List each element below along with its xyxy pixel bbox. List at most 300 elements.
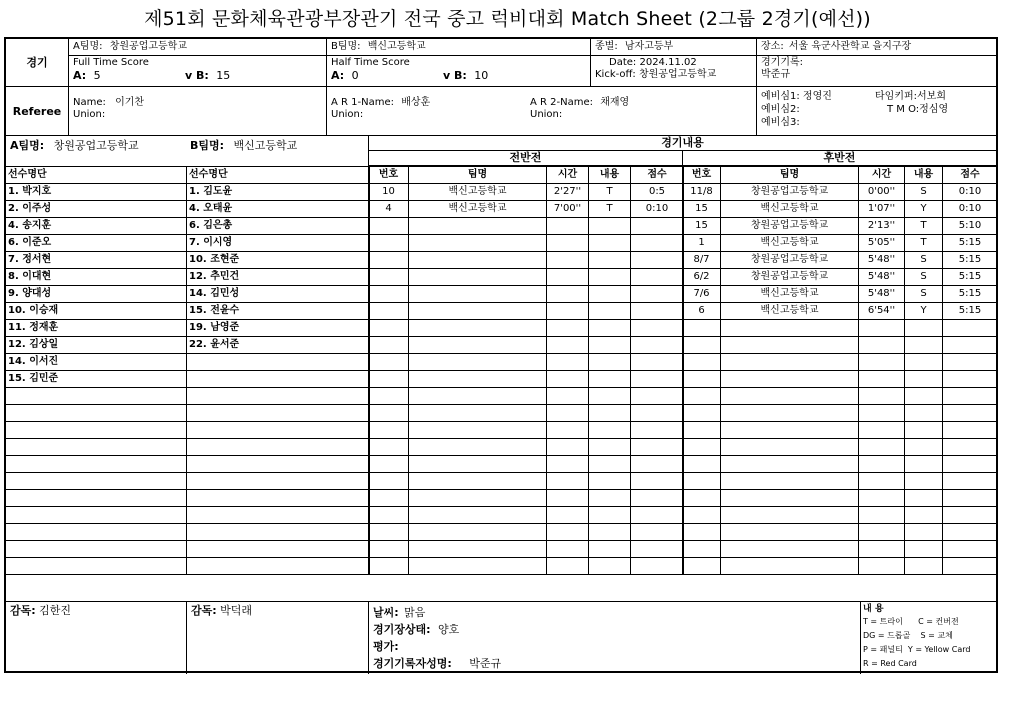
venue-label: 장소: bbox=[761, 41, 784, 52]
second-half-cell bbox=[859, 422, 905, 439]
second-half-cell bbox=[905, 422, 943, 439]
second-half-cell bbox=[943, 320, 998, 337]
second-half-cell bbox=[683, 371, 721, 388]
reserve-officials bbox=[756, 86, 996, 135]
first-half-cell: 0:10 bbox=[631, 201, 684, 218]
second-half-event-row bbox=[683, 558, 998, 575]
a-player: 4. 송지훈 bbox=[6, 218, 187, 235]
second-half-cell: 2'13'' bbox=[859, 218, 905, 235]
first-half-cell bbox=[409, 337, 547, 354]
first-half-cell bbox=[409, 524, 547, 541]
second-half-cell bbox=[943, 388, 998, 405]
recorder-label: 경기기록: bbox=[761, 57, 804, 68]
page-title: 제51회 문화체육관광부장관기 전국 중고 럭비대회 Match Sheet (2그룹 2경기(예선)) bbox=[144, 8, 871, 30]
team-a-name: 창원공업고등학교 bbox=[109, 41, 187, 52]
second-half-event-row bbox=[683, 490, 998, 507]
first-half-col-header: 번호 bbox=[369, 167, 409, 184]
first-half-event-row bbox=[369, 201, 684, 218]
first-half-cell bbox=[409, 541, 547, 558]
second-half-cell: 창원공업고등학교 bbox=[721, 252, 859, 269]
second-half-cell bbox=[905, 490, 943, 507]
roster-row bbox=[6, 218, 370, 235]
second-half-event-row bbox=[683, 354, 998, 371]
first-half-cell bbox=[547, 405, 589, 422]
roster-col-header: 선수명단 bbox=[6, 167, 187, 184]
second-half-cell: 5'48'' bbox=[859, 286, 905, 303]
first-half-cell bbox=[589, 541, 631, 558]
second-half-header-row bbox=[683, 167, 998, 184]
recorder-field bbox=[756, 55, 996, 86]
first-half-event-row bbox=[369, 456, 684, 473]
ht-a-label: A: bbox=[331, 69, 345, 82]
a-player: 11. 정재훈 bbox=[6, 320, 187, 337]
second-half-cell: 6'54'' bbox=[859, 303, 905, 320]
first-half-cell bbox=[547, 558, 589, 575]
a-player: 14. 이서진 bbox=[6, 354, 187, 371]
first-half-cell bbox=[631, 541, 684, 558]
second-half-cell bbox=[943, 507, 998, 524]
second-half-cell bbox=[905, 354, 943, 371]
roster-row bbox=[6, 371, 370, 388]
first-half-cell bbox=[631, 456, 684, 473]
second-half-cell: S bbox=[905, 184, 943, 201]
b-player bbox=[187, 456, 370, 473]
first-half-col-header: 내용 bbox=[589, 167, 631, 184]
ref-union-label: Union: bbox=[73, 109, 106, 120]
second-half-cell: 6 bbox=[683, 303, 721, 320]
second-half-cell: S bbox=[905, 252, 943, 269]
second-half-event-row bbox=[683, 405, 998, 422]
date-value: 2024.11.02 bbox=[639, 57, 697, 68]
second-half-cell bbox=[859, 320, 905, 337]
b-player: 22. 윤서준 bbox=[187, 337, 370, 354]
first-half-cell bbox=[369, 337, 409, 354]
a-player bbox=[6, 439, 187, 456]
second-half-cell: T bbox=[905, 218, 943, 235]
second-half-cell bbox=[721, 422, 859, 439]
coach-a bbox=[6, 602, 186, 674]
second-half-cell: 5:15 bbox=[943, 235, 998, 252]
second-half-event-row bbox=[683, 422, 998, 439]
second-half-cell bbox=[859, 337, 905, 354]
second-half-event-row bbox=[683, 524, 998, 541]
second-half-cell bbox=[683, 524, 721, 541]
first-half-col-header: 시간 bbox=[547, 167, 589, 184]
first-half-cell bbox=[589, 371, 631, 388]
second-half-cell bbox=[721, 524, 859, 541]
first-half-cell bbox=[369, 303, 409, 320]
roster-row bbox=[6, 558, 370, 575]
first-half-cell: 백신고등학교 bbox=[409, 184, 547, 201]
first-half-cell bbox=[369, 405, 409, 422]
first-half-event-row bbox=[369, 337, 684, 354]
second-half-cell bbox=[859, 354, 905, 371]
field-label: 경기장상태: bbox=[373, 623, 431, 636]
b-player bbox=[187, 524, 370, 541]
roster-row bbox=[6, 388, 370, 405]
first-half-cell bbox=[409, 218, 547, 235]
first-half-cell bbox=[631, 320, 684, 337]
full-time-label: Full Time Score bbox=[73, 57, 149, 68]
first-half-cell bbox=[631, 405, 684, 422]
b-player bbox=[187, 541, 370, 558]
recorder-value: 박준규 bbox=[761, 69, 790, 80]
second-half-cell: 5:10 bbox=[943, 218, 998, 235]
tmo-name: 정심영 bbox=[919, 104, 949, 115]
first-half-cell bbox=[631, 303, 684, 320]
first-half-event-row bbox=[369, 473, 684, 490]
first-half-cell bbox=[631, 422, 684, 439]
b-player: 12. 추민건 bbox=[187, 269, 370, 286]
a-player: 6. 이준오 bbox=[6, 235, 187, 252]
a-player: 2. 이주성 bbox=[6, 201, 187, 218]
first-half-cell bbox=[547, 371, 589, 388]
b-player bbox=[187, 405, 370, 422]
events-title: 경기내용 bbox=[368, 136, 996, 151]
ft-a-score: 5 bbox=[93, 69, 101, 82]
ar1-label: A R 1-Name: bbox=[331, 97, 394, 108]
second-half-cell: 15 bbox=[683, 201, 721, 218]
first-half-cell bbox=[589, 354, 631, 371]
first-half-cell bbox=[369, 524, 409, 541]
first-half-cell bbox=[547, 252, 589, 269]
ht-b-score: 10 bbox=[474, 69, 489, 82]
a-player bbox=[6, 456, 187, 473]
second-half-event-row bbox=[683, 371, 998, 388]
category-label: 종별: bbox=[595, 41, 618, 52]
ar1-union-label: Union: bbox=[331, 109, 364, 120]
first-half-cell bbox=[369, 456, 409, 473]
ht-b-label: v B: bbox=[443, 69, 467, 82]
first-half-table bbox=[368, 166, 684, 575]
roster-row bbox=[6, 354, 370, 371]
first-half-cell bbox=[631, 558, 684, 575]
a-player bbox=[6, 405, 187, 422]
a-player: 9. 양대성 bbox=[6, 286, 187, 303]
first-half-cell bbox=[547, 337, 589, 354]
roster-b-name: 백신고등학교 bbox=[233, 139, 298, 152]
first-half-event-row bbox=[369, 405, 684, 422]
a-player: 7. 정서현 bbox=[6, 252, 187, 269]
second-half-table bbox=[682, 166, 998, 575]
second-half-cell bbox=[683, 405, 721, 422]
b-player bbox=[187, 507, 370, 524]
second-half-cell bbox=[683, 473, 721, 490]
roster-row bbox=[6, 235, 370, 252]
second-half-cell: 5:15 bbox=[943, 252, 998, 269]
first-half-cell: 0:5 bbox=[631, 184, 684, 201]
first-half-cell bbox=[369, 490, 409, 507]
ref-name: 이기찬 bbox=[115, 97, 145, 108]
second-half-cell bbox=[943, 490, 998, 507]
b-player bbox=[187, 439, 370, 456]
first-half-cell bbox=[547, 218, 589, 235]
a-player: 8. 이대현 bbox=[6, 269, 187, 286]
first-half-event-row bbox=[369, 286, 684, 303]
second-half-cell: 1'07'' bbox=[859, 201, 905, 218]
legend-title: 내 용 bbox=[863, 604, 884, 614]
second-half-cell bbox=[859, 558, 905, 575]
second-half-cell bbox=[721, 388, 859, 405]
header-block bbox=[6, 39, 996, 135]
first-half-cell bbox=[631, 252, 684, 269]
second-half-cell bbox=[859, 439, 905, 456]
second-half-cell bbox=[905, 507, 943, 524]
first-half-cell: 백신고등학교 bbox=[409, 201, 547, 218]
second-half-event-row bbox=[683, 388, 998, 405]
second-half-cell bbox=[905, 337, 943, 354]
a-player bbox=[6, 541, 187, 558]
first-half-cell bbox=[631, 507, 684, 524]
second-half-cell bbox=[683, 490, 721, 507]
first-half-event-row bbox=[369, 388, 684, 405]
second-half-cell: 5'48'' bbox=[859, 252, 905, 269]
a-player bbox=[6, 507, 187, 524]
second-half-cell bbox=[905, 541, 943, 558]
footer-block bbox=[6, 601, 996, 673]
first-half-cell bbox=[409, 473, 547, 490]
first-half-cell bbox=[547, 286, 589, 303]
second-half-cell: 5:15 bbox=[943, 303, 998, 320]
second-half-event-row bbox=[683, 439, 998, 456]
b-player bbox=[187, 490, 370, 507]
second-half-cell bbox=[859, 473, 905, 490]
second-half-cell: 백신고등학교 bbox=[721, 235, 859, 252]
first-half-cell bbox=[369, 371, 409, 388]
first-half-cell bbox=[369, 286, 409, 303]
second-half-cell: T bbox=[905, 235, 943, 252]
second-half-col-header: 시간 bbox=[859, 167, 905, 184]
coach-b-label: 감독: bbox=[191, 604, 217, 617]
roster-row bbox=[6, 507, 370, 524]
second-half-cell bbox=[683, 456, 721, 473]
b-player bbox=[187, 388, 370, 405]
second-half-cell: 백신고등학교 bbox=[721, 201, 859, 218]
second-half-cell bbox=[683, 422, 721, 439]
team-b-label: B팀명: bbox=[331, 41, 361, 52]
team-b-name: 백신고등학교 bbox=[367, 41, 426, 52]
second-half-cell: 0:10 bbox=[943, 184, 998, 201]
second-half-cell bbox=[905, 371, 943, 388]
first-half-cell bbox=[409, 320, 547, 337]
roster-row bbox=[6, 405, 370, 422]
first-half-cell bbox=[589, 269, 631, 286]
first-half-cell bbox=[589, 235, 631, 252]
legend-box bbox=[860, 602, 996, 674]
second-half-event-row bbox=[683, 235, 998, 252]
team-a-field bbox=[68, 39, 326, 55]
b-player bbox=[187, 422, 370, 439]
second-half-cell bbox=[721, 558, 859, 575]
first-half-cell: T bbox=[589, 201, 631, 218]
roster-table bbox=[5, 166, 370, 575]
second-half-cell bbox=[905, 439, 943, 456]
first-half-cell bbox=[631, 388, 684, 405]
first-half-cell bbox=[409, 439, 547, 456]
ft-b-score: 15 bbox=[216, 69, 231, 82]
referee-field bbox=[68, 86, 326, 135]
a-player bbox=[6, 473, 187, 490]
first-half-cell bbox=[409, 456, 547, 473]
first-half-cell bbox=[409, 303, 547, 320]
first-half-cell bbox=[631, 524, 684, 541]
second-half-event-row bbox=[683, 473, 998, 490]
first-half-cell bbox=[369, 507, 409, 524]
second-half-cell: 5'05'' bbox=[859, 235, 905, 252]
first-half-cell bbox=[409, 252, 547, 269]
first-half-cell bbox=[589, 286, 631, 303]
second-half-cell: 0:10 bbox=[943, 201, 998, 218]
date-label: Date: bbox=[609, 57, 637, 68]
second-half-cell: 5:15 bbox=[943, 286, 998, 303]
a-player bbox=[6, 422, 187, 439]
b-player bbox=[187, 473, 370, 490]
first-half-cell bbox=[547, 490, 589, 507]
b-player bbox=[187, 558, 370, 575]
second-half-cell bbox=[943, 541, 998, 558]
reserve3-label: 예비심3: bbox=[761, 117, 800, 128]
first-half-event-row bbox=[369, 507, 684, 524]
second-half-cell bbox=[721, 456, 859, 473]
first-half-cell bbox=[369, 541, 409, 558]
body-block bbox=[6, 135, 996, 601]
first-half-cell bbox=[589, 473, 631, 490]
second-half-cell bbox=[721, 354, 859, 371]
second-half-cell: Y bbox=[905, 303, 943, 320]
first-half-event-row bbox=[369, 184, 684, 201]
first-half-cell bbox=[589, 507, 631, 524]
second-half-event-row bbox=[683, 269, 998, 286]
b-player: 19. 남영준 bbox=[187, 320, 370, 337]
first-half-cell bbox=[547, 541, 589, 558]
ar1-field bbox=[326, 86, 526, 135]
first-half-event-row bbox=[369, 524, 684, 541]
second-half-cell bbox=[683, 558, 721, 575]
b-player bbox=[187, 354, 370, 371]
first-half-col-header: 팀명 bbox=[409, 167, 547, 184]
second-half-cell bbox=[905, 558, 943, 575]
second-half-event-row bbox=[683, 252, 998, 269]
first-half-cell bbox=[369, 235, 409, 252]
roster-col-header: 선수명단 bbox=[187, 167, 370, 184]
first-half-cell bbox=[589, 303, 631, 320]
second-half-cell bbox=[721, 337, 859, 354]
second-half-cell: 15 bbox=[683, 218, 721, 235]
second-half-cell bbox=[943, 473, 998, 490]
second-half-cell bbox=[683, 388, 721, 405]
first-half-cell bbox=[369, 354, 409, 371]
second-half-cell bbox=[943, 524, 998, 541]
b-player: 15. 전윤수 bbox=[187, 303, 370, 320]
second-half-cell bbox=[943, 456, 998, 473]
first-half-cell bbox=[589, 524, 631, 541]
second-half-cell bbox=[859, 541, 905, 558]
second-half-cell: 5'48'' bbox=[859, 269, 905, 286]
weather-label: 날씨: bbox=[373, 606, 399, 619]
roster-row bbox=[6, 252, 370, 269]
first-half-cell bbox=[409, 286, 547, 303]
half-time-score bbox=[326, 55, 590, 86]
a-player: 10. 이승재 bbox=[6, 303, 187, 320]
first-half-event-row bbox=[369, 218, 684, 235]
first-half-cell bbox=[589, 558, 631, 575]
first-half-cell bbox=[547, 235, 589, 252]
recorder-sign-label: 경기기록자성명: bbox=[373, 657, 452, 670]
first-half-cell bbox=[369, 473, 409, 490]
roster-a-label: A팀명: bbox=[10, 139, 45, 152]
date-kickoff bbox=[590, 55, 756, 86]
second-half-cell bbox=[721, 541, 859, 558]
coach-a-name: 김한진 bbox=[39, 604, 72, 617]
first-half-cell: 4 bbox=[369, 201, 409, 218]
venue-value: 서울 육군사관학교 을지구장 bbox=[788, 41, 912, 52]
roster-row bbox=[6, 286, 370, 303]
second-half-cell: 6/2 bbox=[683, 269, 721, 286]
second-half-cell: 창원공업고등학교 bbox=[721, 218, 859, 235]
legend-item: DG = 드롭골 S = 교체 bbox=[863, 631, 953, 640]
b-player: 6. 김은총 bbox=[187, 218, 370, 235]
legend-item: T = 트라이 C = 컨버젼 bbox=[863, 617, 959, 626]
second-half-event-row bbox=[683, 507, 998, 524]
ht-a-score: 0 bbox=[351, 69, 359, 82]
ref-name-label: Name: bbox=[73, 97, 106, 108]
first-half-cell bbox=[631, 218, 684, 235]
first-half-cell bbox=[589, 320, 631, 337]
first-half-event-row bbox=[369, 303, 684, 320]
roster-row bbox=[6, 541, 370, 558]
game-label: 경기 bbox=[26, 56, 48, 69]
roster-row bbox=[6, 490, 370, 507]
first-half-cell bbox=[631, 439, 684, 456]
first-half-event-row bbox=[369, 371, 684, 388]
first-half-cell bbox=[547, 303, 589, 320]
first-half-cell bbox=[369, 439, 409, 456]
category-field bbox=[590, 39, 756, 55]
first-half-cell bbox=[631, 371, 684, 388]
second-half-event-row bbox=[683, 286, 998, 303]
first-half-cell bbox=[589, 218, 631, 235]
roster-header-row bbox=[6, 167, 370, 184]
timekeeper-name: 서보희 bbox=[917, 91, 946, 102]
roster-b-team bbox=[186, 136, 368, 154]
second-half-col-header: 팀명 bbox=[721, 167, 859, 184]
second-half-cell bbox=[859, 388, 905, 405]
roster-a-name: 창원공업고등학교 bbox=[53, 139, 139, 152]
field-value: 양호 bbox=[438, 623, 460, 636]
first-half-cell bbox=[547, 456, 589, 473]
roster-a-team bbox=[6, 136, 186, 154]
team-a-label: A팀명: bbox=[73, 41, 103, 52]
first-half-event-row bbox=[369, 320, 684, 337]
second-half-cell bbox=[859, 524, 905, 541]
second-half-event-row bbox=[683, 456, 998, 473]
second-half-cell bbox=[905, 473, 943, 490]
second-half-cell bbox=[943, 439, 998, 456]
roster-row bbox=[6, 422, 370, 439]
a-player: 1. 박지호 bbox=[6, 184, 187, 201]
first-half-cell bbox=[547, 269, 589, 286]
first-half-event-row bbox=[369, 235, 684, 252]
kickoff-label: Kick-off: bbox=[595, 69, 636, 80]
first-half-cell bbox=[589, 337, 631, 354]
second-half-event-row bbox=[683, 201, 998, 218]
ar2-union-label: Union: bbox=[530, 109, 563, 120]
second-half-cell bbox=[905, 456, 943, 473]
first-half-event-row bbox=[369, 252, 684, 269]
second-half-event-row bbox=[683, 184, 998, 201]
second-half-cell bbox=[721, 320, 859, 337]
roster-row bbox=[6, 337, 370, 354]
